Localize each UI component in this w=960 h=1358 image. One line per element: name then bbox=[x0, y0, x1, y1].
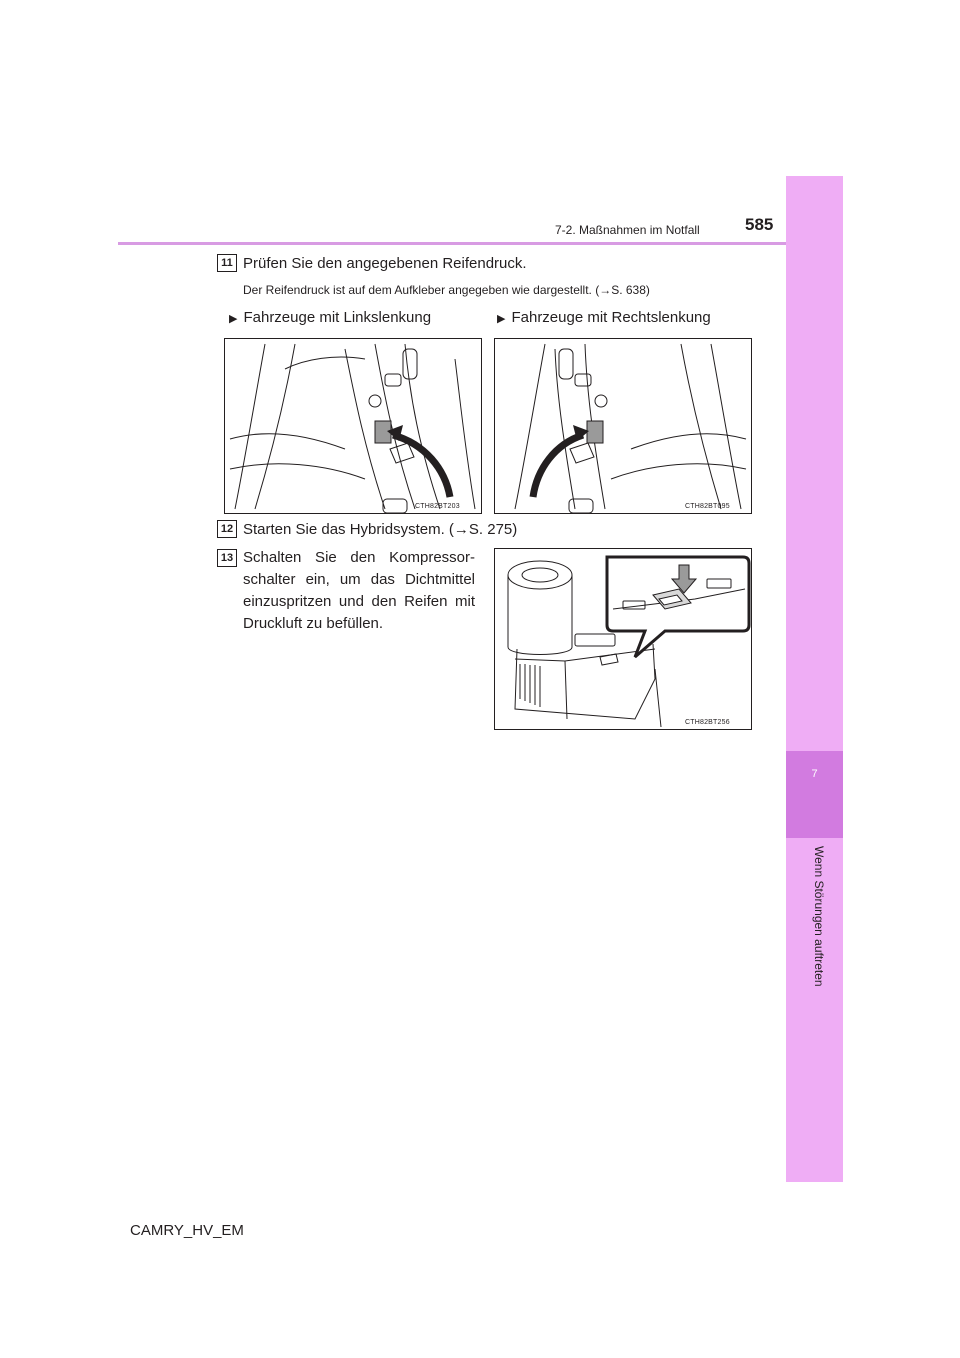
page-number: 585 bbox=[745, 215, 774, 234]
step-13-line-2: schalter ein, um das Dichtmittel bbox=[243, 571, 475, 588]
step-13-line-1: Schalten Sie den Kompressor- bbox=[243, 549, 475, 566]
chapter-number-tab bbox=[786, 751, 843, 838]
figure-tire-label-lhd bbox=[224, 338, 482, 514]
door-pillar-rhd-illustration bbox=[495, 339, 751, 513]
step-number-12: 12 bbox=[217, 520, 237, 538]
step-13-line-3: einzuspritzen und den Reifen mit bbox=[243, 593, 475, 610]
chapter-number: 7 bbox=[811, 768, 818, 780]
step-11-note: Der Reifendruck ist auf dem Aufkleber angegeben wie dargestellt. (→S. 638) bbox=[243, 283, 650, 297]
model-code-footer: CAMRY_HV_EM bbox=[130, 1222, 244, 1239]
tire-pressure-label-sticker bbox=[587, 421, 603, 443]
compressor-illustration bbox=[495, 549, 751, 729]
section-title: 7-2. Maßnahmen im Notfall bbox=[555, 223, 700, 237]
step-number-11: 11 bbox=[217, 254, 237, 272]
figure-code-right: CTH82BT095 bbox=[685, 503, 730, 510]
right-hand-drive-label: ▶ Fahrzeuge mit Rechtslenkung bbox=[497, 309, 711, 326]
step-number-13: 13 bbox=[217, 549, 237, 567]
triangle-bullet-icon: ▶ bbox=[497, 313, 506, 325]
triangle-bullet-icon: ▶ bbox=[229, 313, 238, 325]
left-hand-drive-label: ▶ Fahrzeuge mit Linkslenkung bbox=[229, 309, 432, 326]
step-11-text: Prüfen Sie den angegebenen Reifendruck. bbox=[243, 255, 527, 272]
step-12-text: Starten Sie das Hybridsystem. (→S. 275) bbox=[243, 521, 518, 538]
figure-code-compressor: CTH82BT256 bbox=[685, 719, 730, 726]
figure-compressor-switch bbox=[494, 548, 752, 730]
figure-tire-label-rhd bbox=[494, 338, 752, 514]
step-13-text bbox=[243, 547, 475, 635]
header-divider bbox=[118, 242, 786, 245]
chapter-title: Wenn Störungen auftreten bbox=[812, 846, 826, 987]
door-pillar-lhd-illustration bbox=[225, 339, 481, 513]
figure-code-left: CTH82BT203 bbox=[415, 503, 460, 510]
pointer-arrow-icon bbox=[533, 435, 583, 497]
step-13-line-4: Druckluft zu befüllen. bbox=[243, 615, 384, 632]
